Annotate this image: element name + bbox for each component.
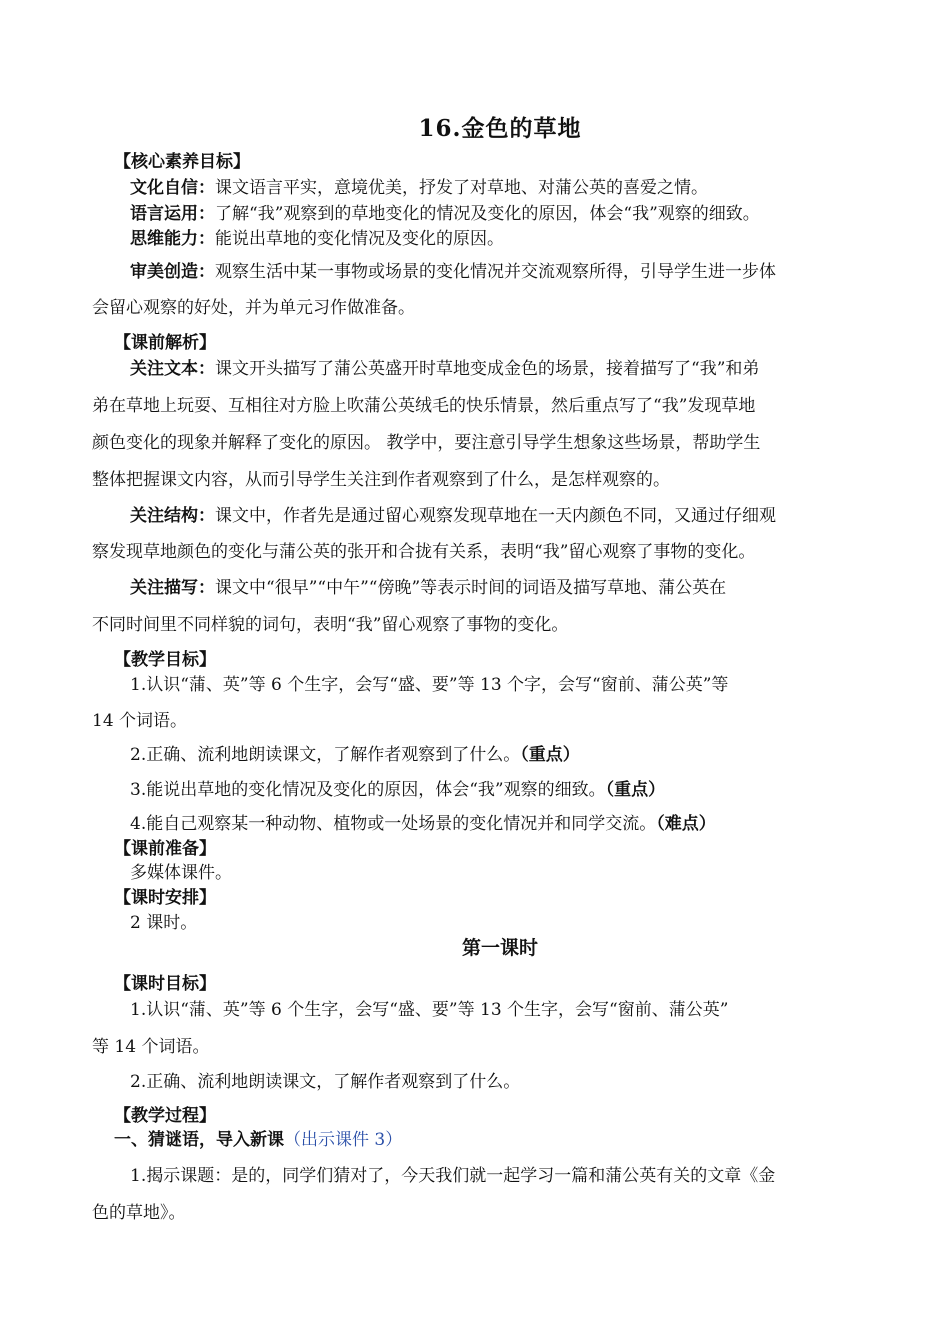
goal-tag: （难点） xyxy=(656,814,716,834)
analysis-text-line: 整体把握课文内容，从而引导学生关注到作者观察到了什么，是怎样观察的。 xyxy=(92,470,670,490)
lesson-goal-2: 2.正确、流利地朗读课文，了解作者观察到了什么。 xyxy=(130,1072,521,1092)
section-heading-core-goals: 【核心素养目标】 xyxy=(114,152,250,172)
section-heading-preparation: 【课前准备】 xyxy=(114,839,216,859)
goal-text: 观察生活中某一事物或场景的变化情况并交流观察所得，引导学生进一步体 xyxy=(215,262,776,282)
goal-label: 审美创造： xyxy=(130,262,215,282)
document-title: 16.金色的草地 xyxy=(418,115,582,142)
section-heading-analysis: 【课前解析】 xyxy=(114,333,216,353)
goal-label: 语言运用： xyxy=(130,204,215,224)
teaching-goal-4 xyxy=(130,812,910,836)
step-note: （出示课件 3） xyxy=(284,1130,403,1150)
goal-culture xyxy=(130,176,910,200)
analysis-label: 关注文本： xyxy=(130,359,215,379)
goal-language xyxy=(130,202,910,226)
structure-text: 课文中，作者先是通过留心观察发现草地在一天内颜色不同，又通过仔细观 xyxy=(215,506,776,526)
goal-tag: （重点） xyxy=(520,745,580,765)
schedule-text: 2 课时。 xyxy=(130,913,198,933)
description-text-line: 不同时间里不同样貌的词句，表明“我”留心观察了事物的变化。 xyxy=(92,615,569,635)
goal-text: 课文语言平实，意境优美，抒发了对草地、对蒲公英的喜爱之情。 xyxy=(215,178,708,198)
structure-text-line xyxy=(130,504,910,528)
goal-thinking xyxy=(130,227,910,251)
analysis-text-line: 颜色变化的现象并解释了变化的原因。 教学中，要注意引导学生想象这些场景，帮助学生 xyxy=(92,433,761,453)
section-heading-schedule: 【课时安排】 xyxy=(114,888,216,908)
preparation-text: 多媒体课件。 xyxy=(130,863,232,883)
lesson-title: 第一课时 xyxy=(461,937,538,959)
description-text-line xyxy=(130,576,910,600)
goal-text: 2.正确、流利地朗读课文，了解作者观察到了什么。 xyxy=(130,745,521,765)
analysis-text-line: 弟在草地上玩耍、互相往对方脸上吹蒲公英绒毛的快乐情景，然后重点写了“我”发现草地 xyxy=(92,396,756,416)
section-heading-lesson-goals: 【课时目标】 xyxy=(114,974,216,994)
description-label: 关注描写： xyxy=(130,578,215,598)
teaching-goal-1-cont: 14 个词语。 xyxy=(92,711,188,731)
lesson-goal-1: 1.认识“蒲、英”等 6 个生字，会写“盛、要”等 13 个生字，会写“窗前、蒲公英” xyxy=(130,1000,729,1020)
goal-tag: （重点） xyxy=(605,780,666,800)
goal-text: 能说出草地的变化情况及变化的原因。 xyxy=(215,229,504,249)
analysis-text: 课文开头描写了蒲公英盛开时草地变成金色的场景，接着描写了“我”和弟 xyxy=(215,359,760,379)
section-heading-teaching-goals: 【教学目标】 xyxy=(114,650,216,670)
process-paragraph: 1.揭示课题：是的，同学们猜对了，今天我们就一起学习一篇和蒲公英有关的文章《金 xyxy=(130,1166,776,1186)
goal-label: 思维能力： xyxy=(130,229,215,249)
structure-label: 关注结构： xyxy=(130,506,215,526)
step-title: 一、猜谜语，导入新课 xyxy=(114,1130,284,1150)
process-paragraph-cont: 色的草地》。 xyxy=(92,1203,186,1223)
teaching-goal-2 xyxy=(130,743,910,767)
goal-text: 4.能自己观察某一种动物、植物或一处场景的变化情况并和同学交流。 xyxy=(130,814,657,834)
structure-text-line: 察发现草地颜色的变化与蒲公英的张开和合拢有关系，表明“我”留心观察了事物的变化。 xyxy=(92,542,756,562)
teaching-goal-1: 1.认识“蒲、英”等 6 个生字，会写“盛、要”等 13 个字，会写“窗前、蒲公英”等 xyxy=(130,675,729,695)
analysis-text-line xyxy=(130,357,910,381)
teaching-goal-3 xyxy=(130,778,910,802)
goal-text: 3.能说出草地的变化情况及变化的原因，体会“我”观察的细致。 xyxy=(130,780,606,800)
section-heading-process: 【教学过程】 xyxy=(114,1106,216,1126)
description-text: 课文中“很早”“中午”“傍晚”等表示时间的词语及描写草地、蒲公英在 xyxy=(215,578,727,598)
goal-label: 文化自信： xyxy=(130,178,215,198)
lesson-goal-1-cont: 等 14 个词语。 xyxy=(92,1037,210,1057)
goal-text: 了解“我”观察到的草地变化的情况及变化的原因，体会“我”观察的细致。 xyxy=(215,204,760,224)
goal-aesthetic-cont: 会留心观察的好处，并为单元习作做准备。 xyxy=(92,298,415,318)
process-step-1 xyxy=(114,1128,894,1152)
goal-aesthetic xyxy=(130,260,910,284)
